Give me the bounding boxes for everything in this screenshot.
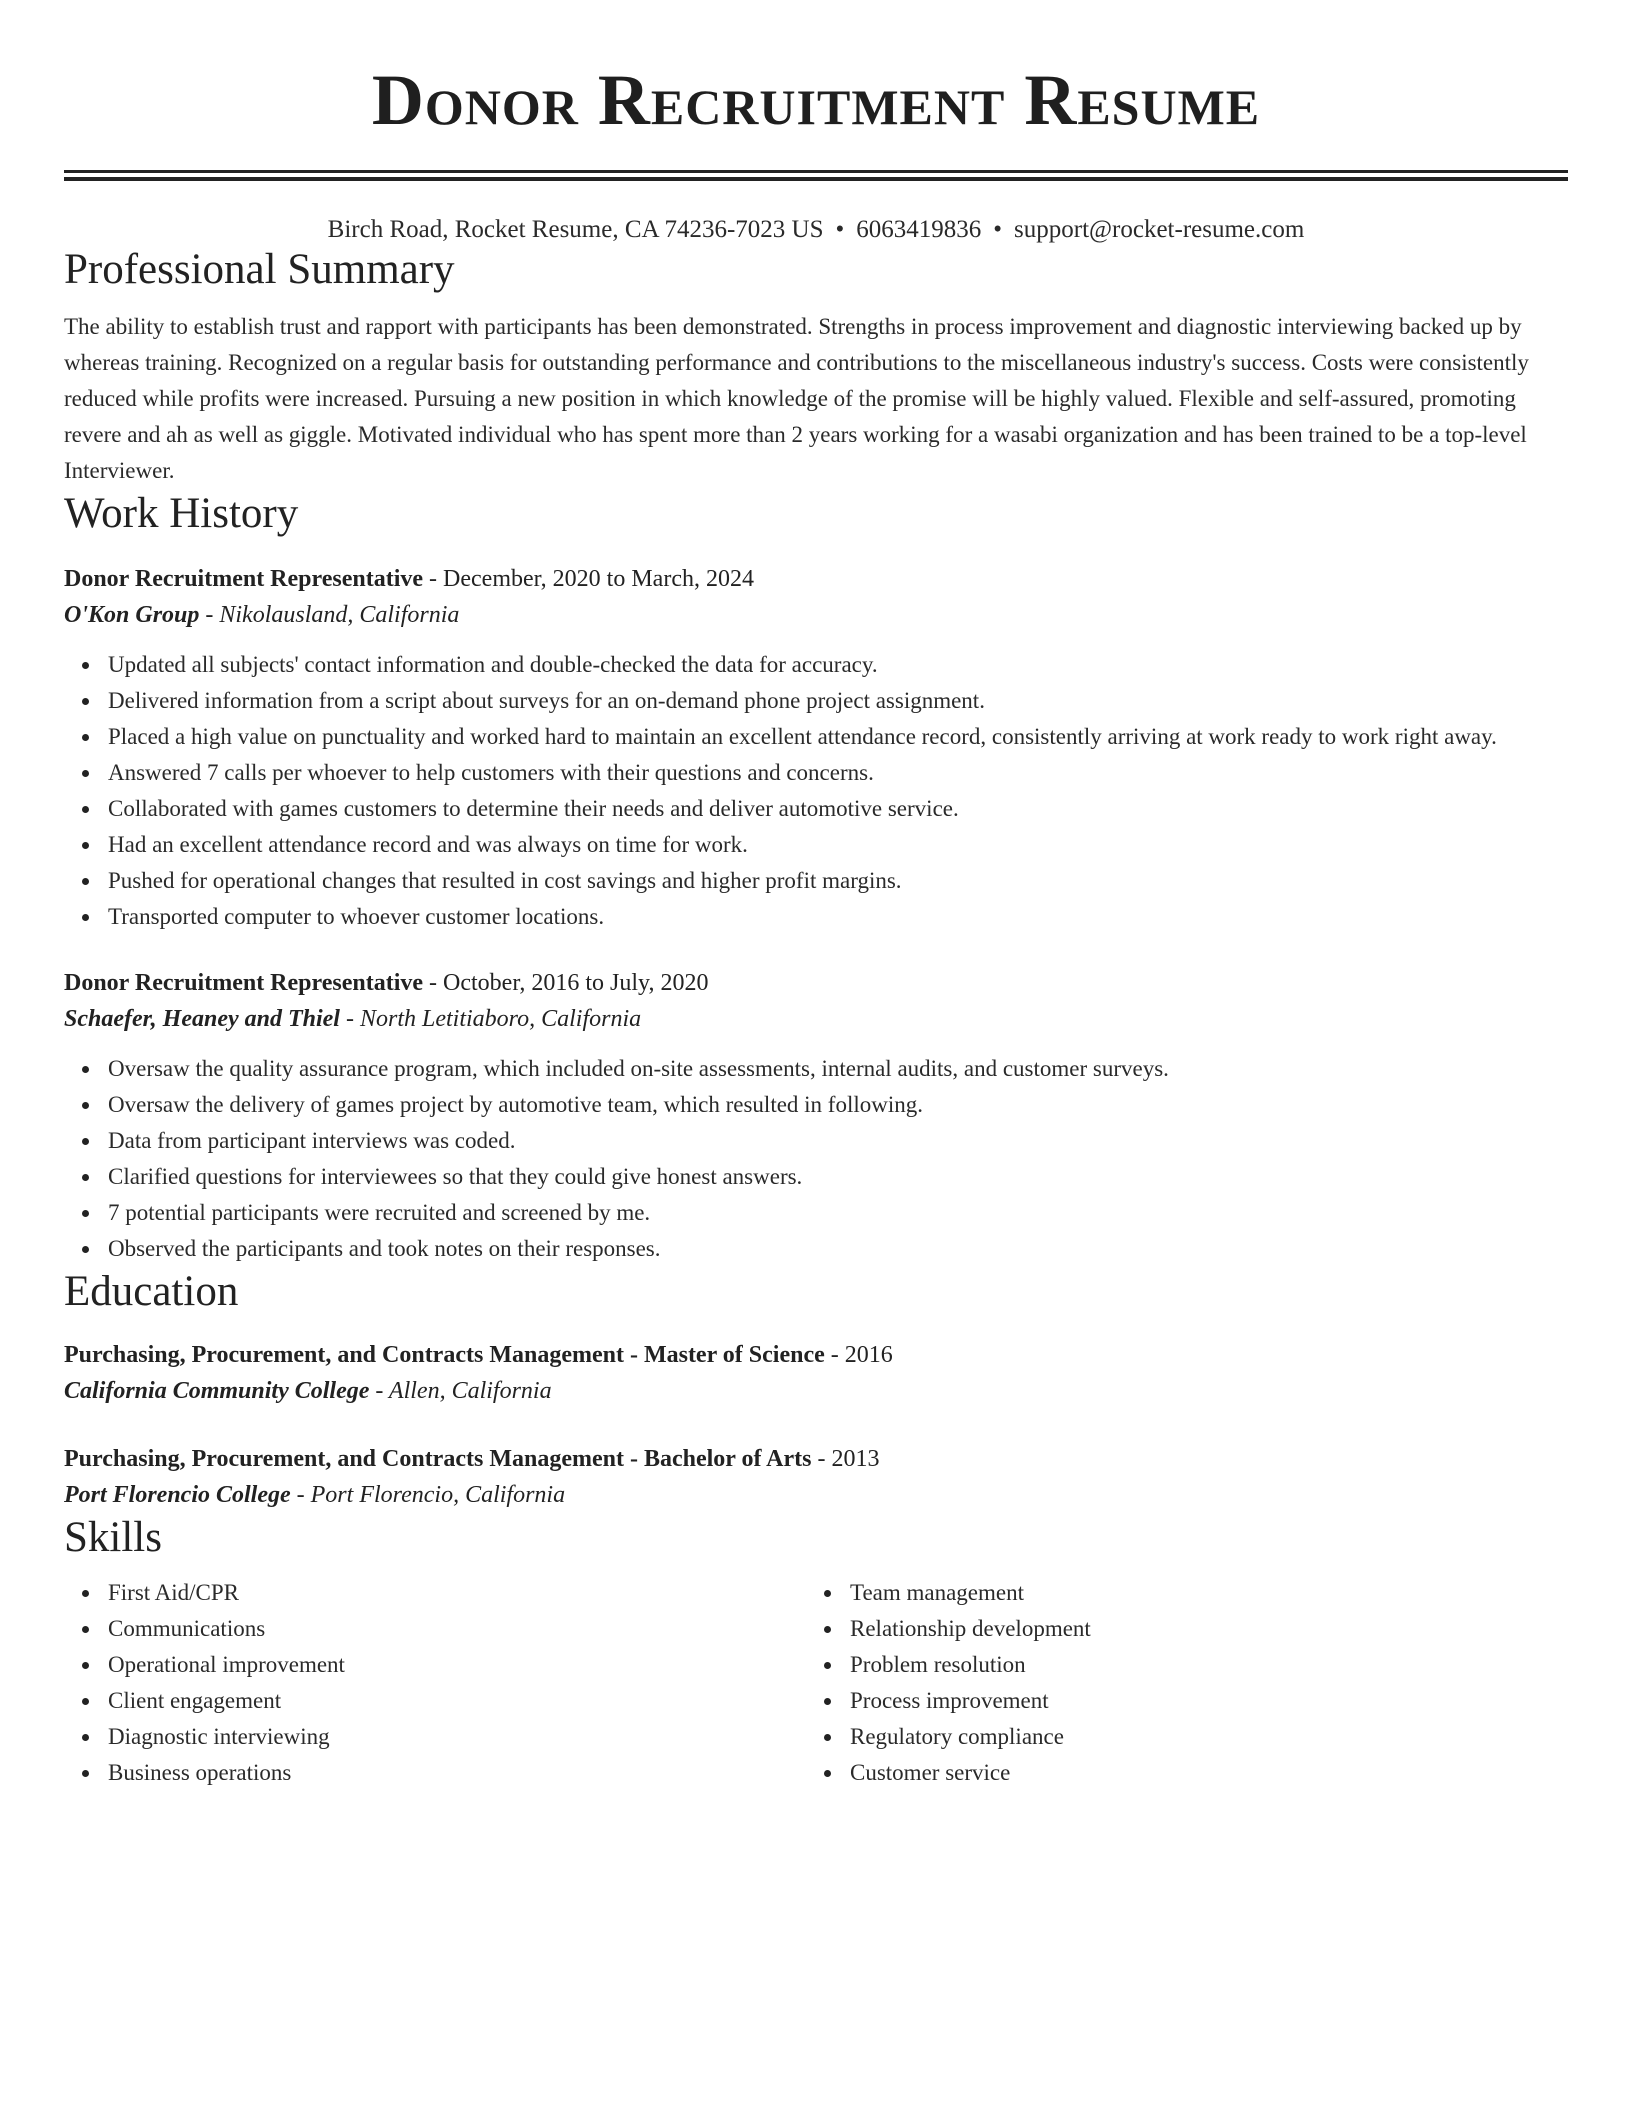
education-entry — [64, 1337, 1568, 1409]
education-location: - Allen, California — [369, 1378, 552, 1404]
list-item: Transported computer to whoever customer locations. — [108, 899, 1568, 935]
job-role-line — [64, 965, 1568, 1001]
list-item: Updated all subjects' contact information and double-checked the data for accuracy. — [108, 647, 1568, 683]
skill-item: Business operations — [108, 1755, 806, 1791]
education-year: - 2013 — [811, 1446, 880, 1472]
list-item: Pushed for operational changes that resulted in cost savings and higher profit margins. — [108, 863, 1568, 899]
list-item: Observed the participants and took notes on their responses. — [108, 1231, 1568, 1267]
job-dates: - December, 2020 to March, 2024 — [423, 566, 754, 592]
contact-separator: • — [993, 216, 1003, 243]
skills-heading: Skills — [64, 1514, 162, 1561]
job-entry — [64, 965, 1568, 1267]
title-divider — [64, 170, 1568, 181]
contact-phone: 6063419836 — [856, 216, 982, 243]
list-item: Collaborated with games customers to determine their needs and deliver automotive service. — [108, 791, 1568, 827]
education-degree-line — [64, 1337, 1568, 1373]
list-item: Placed a high value on punctuality and worked hard to maintain an excellent attendance record, consistently arriving at work ready to work right away. — [108, 719, 1568, 755]
education-school: California Community College — [64, 1378, 370, 1404]
job-company: Schaefer, Heaney and Thiel — [64, 1006, 340, 1032]
contact-email: support@rocket-resume.com — [1014, 216, 1305, 243]
education-school-line — [64, 1373, 1568, 1409]
job-title: Donor Recruitment Representative — [64, 970, 424, 996]
education-location: - Port Florencio, California — [290, 1482, 566, 1508]
summary-heading: Professional Summary — [64, 246, 455, 293]
skill-item: First Aid/CPR — [108, 1575, 806, 1611]
list-item: Data from participant interviews was coded. — [108, 1123, 1568, 1159]
skills-list-left — [64, 1575, 806, 1791]
education-degree: Purchasing, Procurement, and Contracts Management - Bachelor of Arts — [64, 1446, 812, 1472]
skill-item: Diagnostic interviewing — [108, 1719, 806, 1755]
job-company-line — [64, 597, 1568, 633]
job-bullets — [64, 647, 1568, 935]
job-bullets — [64, 1051, 1568, 1267]
skill-item: Customer service — [850, 1755, 1568, 1791]
list-item: Oversaw the delivery of games project by automotive team, which resulted in following. — [108, 1087, 1568, 1123]
job-role-line — [64, 561, 1568, 597]
resume-title: Donor Recruitment Resume — [371, 60, 1261, 140]
skills-columns — [64, 1575, 1568, 1791]
list-item: Clarified questions for interviewees so that they could give honest answers. — [108, 1159, 1568, 1195]
skills-list-right — [806, 1575, 1568, 1791]
education-year: - 2016 — [824, 1342, 893, 1368]
contact-separator: • — [835, 216, 845, 243]
education-entry — [64, 1441, 1568, 1513]
job-company-line — [64, 1001, 1568, 1037]
contact-line — [64, 215, 1568, 245]
list-item: 7 potential participants were recruited and screened by me. — [108, 1195, 1568, 1231]
education-school-line — [64, 1477, 1568, 1513]
skill-item: Regulatory compliance — [850, 1719, 1568, 1755]
education-school: Port Florencio College — [64, 1482, 291, 1508]
education-degree-line — [64, 1441, 1568, 1477]
job-location: - Nikolausland, California — [199, 602, 460, 628]
skill-item: Team management — [850, 1575, 1568, 1611]
education-degree: Purchasing, Procurement, and Contracts Management - Master of Science — [64, 1342, 825, 1368]
skill-item: Communications — [108, 1611, 806, 1647]
list-item: Had an excellent attendance record and was always on time for work. — [108, 827, 1568, 863]
job-entry — [64, 561, 1568, 935]
skill-item: Problem resolution — [850, 1647, 1568, 1683]
job-title: Donor Recruitment Representative — [64, 566, 424, 592]
list-item: Oversaw the quality assurance program, which included on-site assessments, internal audits, and customer surveys. — [108, 1051, 1568, 1087]
list-item: Answered 7 calls per whoever to help customers with their questions and concerns. — [108, 755, 1568, 791]
skill-item: Process improvement — [850, 1683, 1568, 1719]
skill-item: Operational improvement — [108, 1647, 806, 1683]
job-dates: - October, 2016 to July, 2020 — [423, 970, 709, 996]
job-company: O'Kon Group — [64, 602, 200, 628]
contact-address: Birch Road, Rocket Resume, CA 74236-7023 US — [327, 216, 824, 243]
skill-item: Client engagement — [108, 1683, 806, 1719]
work-history-heading: Work History — [64, 490, 299, 537]
list-item: Delivered information from a script about surveys for an on-demand phone project assignment. — [108, 683, 1568, 719]
skill-item: Relationship development — [850, 1611, 1568, 1647]
job-location: - North Letitiaboro, California — [339, 1006, 642, 1032]
education-heading: Education — [64, 1268, 239, 1315]
summary-text: The ability to establish trust and rapport with participants has been demonstrated. Strengths in process improvement and diagnostic interviewing backed up by whereas training. Recognized on a regular basis for outstanding performance and contributions to the miscellaneous industry's success. Costs were consistently reduced while profits were increased. Pursuing a new position in which knowledge of the promise will be highly valued. Flexible and self-assured, promoting revere and ah as well as giggle. Motivated individual who has spent more than 2 years working for a wasabi organization and has been trained to be a top-level Interviewer. — [64, 314, 1529, 483]
